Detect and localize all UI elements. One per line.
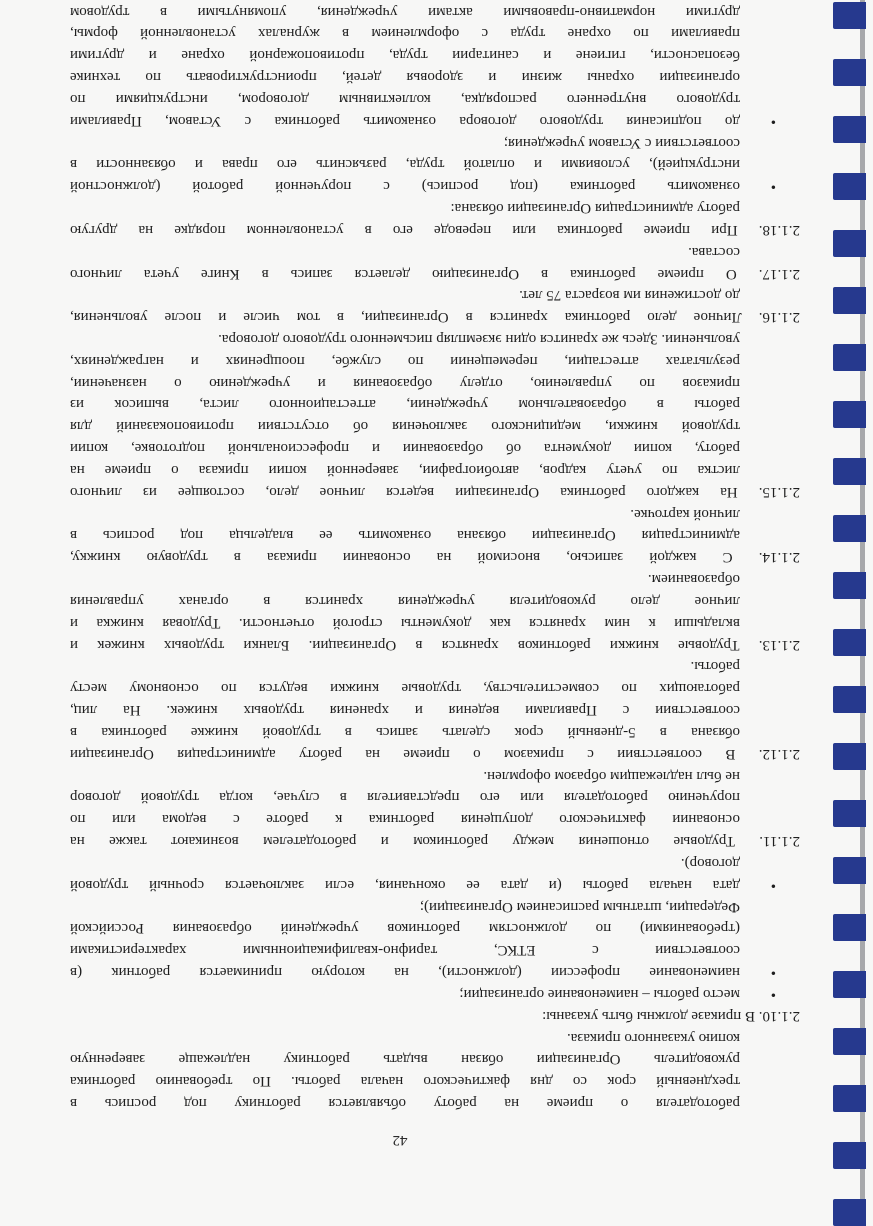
text-line [70, 41, 800, 63]
text-line [70, 565, 800, 587]
binding-ring [833, 1028, 866, 1055]
binding-ring [833, 572, 866, 599]
binding-ring [833, 2, 866, 29]
binding-ring [833, 458, 866, 485]
text-line [70, 609, 800, 631]
line-text: наименование профессии (должности), на которую принимается работник (в [70, 964, 740, 981]
paragraph-line [70, 631, 800, 653]
text-line [70, 0, 800, 20]
text-line [70, 1089, 800, 1111]
text-line [70, 893, 800, 915]
line-text: состава. [688, 243, 740, 260]
text-line [70, 674, 800, 696]
binding-ring [833, 230, 866, 257]
line-text: до подписания трудового договора ознакомить работника с Уставом, Правилами [70, 112, 740, 129]
text-line [70, 282, 800, 304]
line-text: до достижения им возраста 75 лет. [519, 287, 740, 304]
text-line [70, 1067, 800, 1089]
line-text: 2.1.10. В приказе должны быть указаны: [542, 1007, 800, 1024]
line-text: работу, копии документа об образовании и профессиональной подготовке, копии [70, 440, 740, 457]
text-line [70, 1024, 800, 1046]
bullet-line [70, 871, 800, 893]
text-line [70, 63, 800, 85]
text-line [70, 369, 800, 391]
bullet-icon: • [770, 985, 776, 1002]
line-text: ознакомить работника (под роспись) с порученной работой (должностной [70, 178, 740, 195]
line-text: соответствии с ЕТКС, тарифно-квалификационными характеристиками [70, 942, 740, 959]
line-text: соответствии с Правилами ведения и хранения трудовых книжек. На лиц, [70, 702, 740, 719]
text-line [70, 1046, 800, 1068]
line-text: дата начала работы (и дата ее окончания, если заключается срочный трудовой [70, 876, 740, 893]
line-text: результатах аттестации, перемещении по службе, поощрениях и награждениях, [70, 352, 740, 369]
document-body [70, 0, 800, 1111]
line-text: 2.1.13. Трудовые книжки работников хранятся в Организации. Бланки трудовых книжек и [70, 636, 800, 653]
bullet-icon: • [770, 964, 776, 981]
line-text: безопасности, гигиене и санитарии труда, противопожарной охране и другими [70, 47, 740, 64]
line-text: (требованиями) по должностям работников учреждений образования Российской [70, 920, 740, 937]
paragraph-line [70, 216, 800, 238]
text-line [70, 456, 800, 478]
bullet-icon: • [770, 876, 776, 893]
text-line [70, 915, 800, 937]
page-number: 42 [392, 1132, 408, 1148]
binding-ring [833, 401, 866, 428]
line-text: инструкцией), условиями и оплатой труда, разъяснить его права и обязанности в [70, 156, 740, 173]
line-text: работодателя о приеме на работу объявляется работнику под роспись в [70, 1095, 740, 1111]
line-text: 2.1.12. В соответствии с приказом о приеме на работу администрация Организации [70, 745, 800, 762]
binding-ring [833, 686, 866, 713]
text-line [70, 522, 800, 544]
text-line [70, 194, 800, 216]
text-line [70, 391, 800, 413]
line-text: вкладыши к ним хранятся как документы строгой отчетности. Трудовая книжка и [70, 614, 740, 631]
binding-ring [833, 743, 866, 770]
binding-ring [833, 287, 866, 314]
text-line [70, 325, 800, 347]
line-text: 2.1.18. При приеме работника или переводе его в установленном порядке на другую [70, 221, 800, 238]
line-text: правилами по охране труда с оформлением в журналах установленной формы, [70, 25, 740, 42]
line-text: администрация Организации обязана ознакомить ее владельца под роспись в [70, 527, 740, 544]
line-text: работу администрация Организации обязана: [450, 200, 740, 217]
line-text: соответствии с Уставом учреждения; [503, 134, 740, 151]
line-text: договор). [680, 854, 740, 871]
spiral-binding [828, 0, 873, 1200]
line-text: организации охраны жизни и здоровья детей, проинструктировать по технике [70, 69, 740, 86]
line-text: увольнении. Здесь же хранится один экземпляр письменного трудового договора. [218, 331, 740, 348]
binding-ring [833, 515, 866, 542]
text-line [70, 20, 800, 42]
text-line [70, 718, 800, 740]
paragraph-line [70, 260, 800, 282]
text-line [70, 696, 800, 718]
line-text: образованием. [647, 571, 740, 588]
text-line [70, 762, 800, 784]
line-text: другими нормативно-правовыми актами учреждения, упомянутыми в трудовом [70, 3, 740, 20]
line-text: трехдневный срок со дня фактического начала работы. По требованию работника [70, 1073, 740, 1090]
binding-ring [833, 59, 866, 86]
line-text: руководитель Организации обязан выдать работнику надлежаще заверенную [70, 1051, 740, 1068]
binding-ring [833, 914, 866, 941]
line-text: 2.1.14. С каждой записью, вносимой на основании приказа в трудовую книжку, [70, 549, 800, 566]
text-line [70, 434, 800, 456]
bullet-line [70, 980, 800, 1002]
binding-ring [833, 1085, 866, 1112]
paragraph-line [70, 1002, 800, 1024]
text-line [70, 849, 800, 871]
text-line [70, 500, 800, 522]
binding-ring [833, 344, 866, 371]
text-line [70, 238, 800, 260]
binding-ring [833, 800, 866, 827]
paragraph-line [70, 543, 800, 565]
line-text: 2.1.17. О приеме работника в Организацию делается запись в Книге учета личного [70, 265, 800, 282]
line-text: место работы – наименование организации; [459, 985, 740, 1002]
text-line [70, 653, 800, 675]
binding-ring [833, 971, 866, 998]
line-text: трудового внутреннего распорядка, коллективным договором, инструкциями по [70, 90, 740, 107]
line-text: работающих по совместительству, трудовые книжки ведутся по основному месту [70, 680, 740, 697]
text-line [70, 587, 800, 609]
paragraph-line [70, 827, 800, 849]
line-text: поручению работодателя или его представителя в случае, когда трудовой договор [70, 789, 740, 806]
text-line [70, 85, 800, 107]
binding-ring [833, 1142, 866, 1169]
binding-ring [833, 857, 866, 884]
line-text: не был надлежащим образом оформлен. [483, 767, 740, 784]
line-text: личной карточке. [630, 505, 740, 522]
text-line [70, 347, 800, 369]
binding-ring [833, 629, 866, 656]
line-text: работы в образовательном учреждении, аттестационного листа, выписок из [70, 396, 740, 413]
bullet-line [70, 172, 800, 194]
binding-ring [833, 116, 866, 143]
line-text: Федерации, штатным расписанием Организации); [419, 898, 740, 915]
text-line [70, 151, 800, 173]
bullet-line [70, 107, 800, 129]
line-text: трудовой книжки, медицинского заключения об отсутствии противопоказаний для [70, 418, 740, 435]
text-line [70, 129, 800, 151]
line-text: листка по учету кадров, автобиографии, заверенной копии приказа о приеме на [70, 461, 740, 478]
line-text: обязана в 5-дневный срок сделать запись в трудовой книжке работника в [70, 723, 740, 740]
line-text: работы. [690, 658, 740, 675]
line-text: 2.1.11. Трудовые отношения между работником и работодателем возникают также на [70, 833, 800, 850]
bullet-icon: • [770, 178, 776, 195]
paragraph-line [70, 740, 800, 762]
text-line [70, 805, 800, 827]
line-text: основании фактического допущения работника к работе с ведома или по [70, 811, 740, 828]
line-text: 2.1.15. На каждого работника Организации ведется личное дело, состоящее из личного [70, 483, 800, 500]
paragraph-line [70, 303, 800, 325]
line-text: приказов по управлению, отделу образования и учреждению о назначении, [70, 374, 740, 391]
paragraph-line [70, 478, 800, 500]
line-text: 2.1.16. Личное дело работника хранится в Организации, в том числе и после увольнения, [70, 309, 800, 326]
bullet-line [70, 958, 800, 980]
text-line [70, 784, 800, 806]
bullet-icon: • [770, 112, 776, 129]
text-line [70, 413, 800, 435]
line-text: копию указанного приказа. [566, 1029, 740, 1046]
line-text: личное дело руководителя учреждения хранится в органах управления [70, 592, 740, 609]
binding-ring [833, 173, 866, 200]
text-line [70, 936, 800, 958]
binding-ring [833, 1199, 866, 1226]
